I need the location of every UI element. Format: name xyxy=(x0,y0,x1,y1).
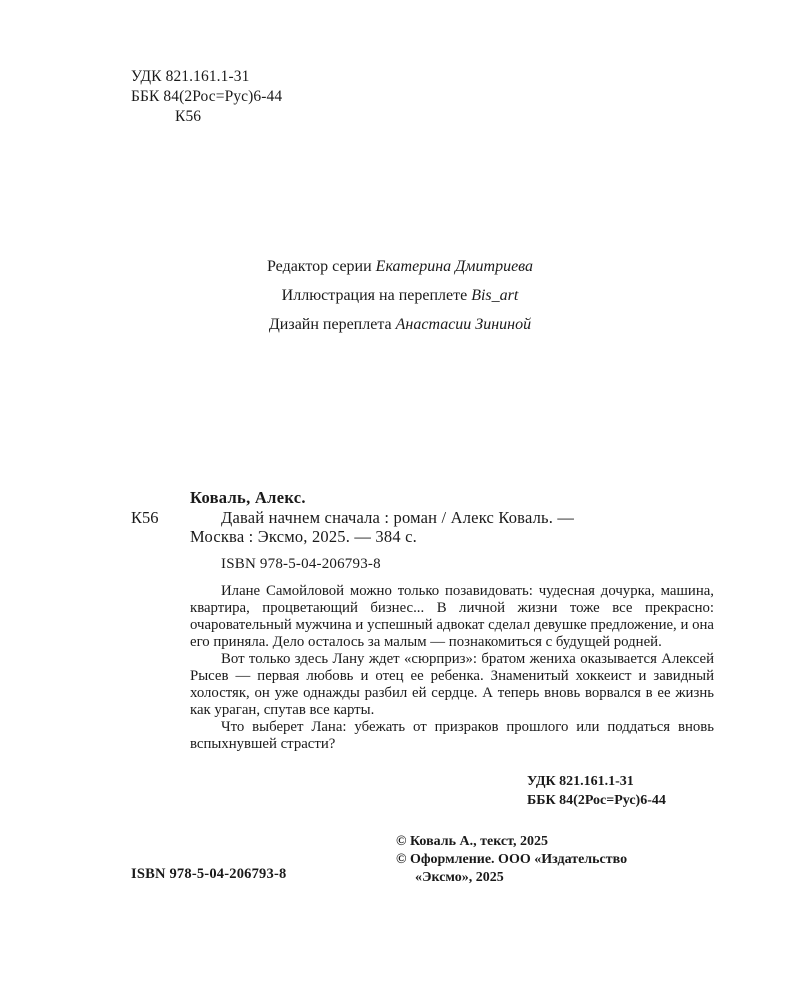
credit-name: Екатерина Дмитриева xyxy=(375,258,534,275)
annotation-paragraph: Илане Самойловой можно только позавидовать: чудесная дочурка, машина, квартира, процветающий бизнес... В личной жизни тоже все прекрасно: очаровательный мужчина и успешный адвокат сделал девушке предложение, и она его приняла. Дело осталось за малым — познакомиться с будущей родней. xyxy=(190,583,714,650)
copyright-publisher: «Эксмо», 2025 xyxy=(415,870,504,885)
author-mark: К56 xyxy=(175,108,202,125)
record-imprint-line: Москва : Эксмо, 2025. — 384 с. xyxy=(190,527,417,546)
credit-role: Иллюстрация на переплете xyxy=(281,287,468,304)
credit-cover-design xyxy=(0,316,800,334)
copyright-design: © Оформление. ООО «Издательство xyxy=(396,852,628,867)
credit-name: Анастасии Зининой xyxy=(395,316,532,333)
record-author: Коваль, Алекс. xyxy=(190,488,306,507)
annotation-paragraph: Вот только здесь Лану ждет «сюрприз»: братом жениха оказывается Алексей Рысев — первая любовь и отец ее ребенка. Знаменитый хоккеист и завидный холостяк, он уже однажды разбил ей сердце. А теперь вновь ворвался в ее жизнь как ураган, спутав все карты. xyxy=(190,651,714,718)
credit-series-editor xyxy=(0,258,800,276)
isbn-bottom: ISBN 978-5-04-206793-8 xyxy=(131,866,287,882)
record-author-mark: К56 xyxy=(131,508,159,527)
udk-code-bold: УДК 821.161.1-31 xyxy=(527,774,634,789)
credit-role: Редактор серии xyxy=(266,258,372,275)
annotation xyxy=(190,583,714,753)
bbk-code: ББК 84(2Рос=Рус)6-44 xyxy=(131,88,283,105)
bbk-code-bold: ББК 84(2Рос=Рус)6-44 xyxy=(527,792,666,808)
record-title-line: Давай начнем сначала : роман / Алекс Коваль. — xyxy=(221,508,575,527)
credit-role: Дизайн переплета xyxy=(268,316,392,333)
record-isbn: ISBN 978-5-04-206793-8 xyxy=(221,556,381,572)
classification-bold xyxy=(527,773,666,810)
udk-code: УДК 821.161.1-31 xyxy=(131,68,250,85)
credit-name: Bis_art xyxy=(471,287,519,304)
annotation-paragraph: Что выберет Лана: убежать от призраков прошлого или поддаться вновь вспыхнувшей страсти? xyxy=(190,719,714,752)
copyright-text: © Коваль А., текст, 2025 xyxy=(396,834,548,849)
credit-illustration xyxy=(0,287,800,305)
copyright-block xyxy=(396,833,627,887)
